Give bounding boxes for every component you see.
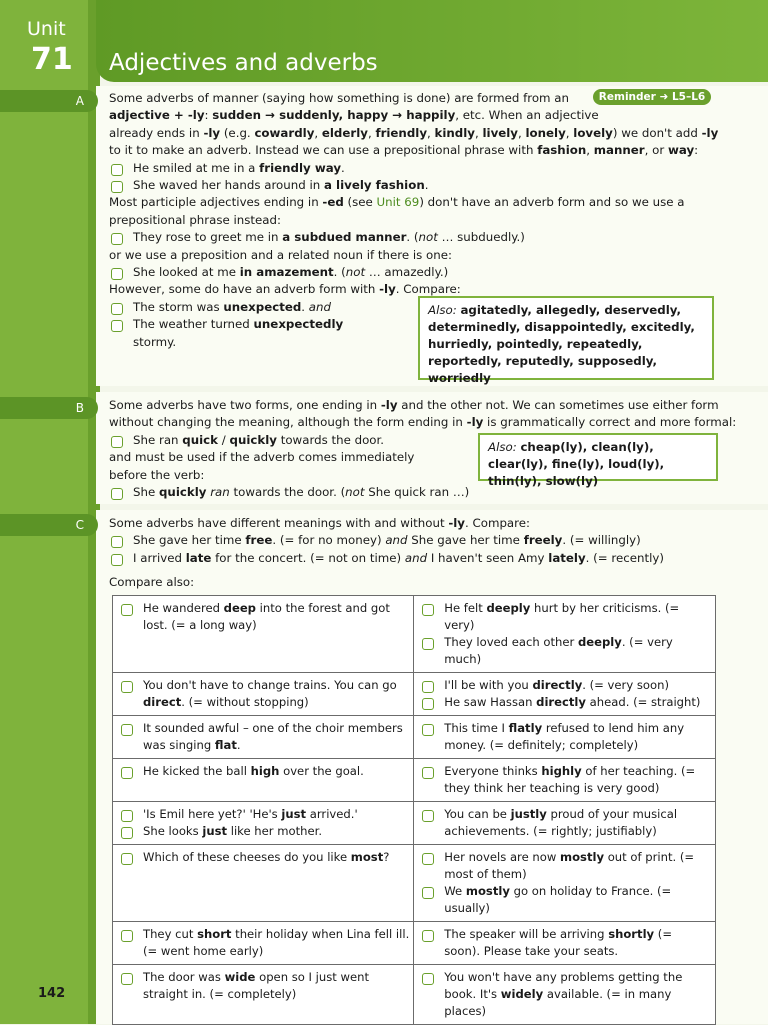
text-line: stormy. [133,334,177,349]
example-line: I arrived late for the concert. (= not on time) and I haven't seen Amy lately. (= recently) [109,550,709,567]
compare-also-label: Compare also: [109,575,195,589]
example-line: She gave her time free. (= for no money) and She gave her time freely. (= willingly) [109,532,709,549]
unit-label: Unit [27,18,66,40]
table-row: It sounded awful – one of the choir members was singing flat. This time I flatly refused to lend him any money. (= definitely; completely) [113,716,716,759]
text-line: before the verb: [109,467,205,482]
page-number: 142 [38,986,66,1001]
reminder-badge[interactable]: Reminder ➜ L5–L6 [593,89,711,105]
text-line: and must be used if the adverb comes immediately [109,450,415,465]
table-row: 'Is Emil here yet?' 'He's just arrived.' She looks just like her mother. You can be justly proud of your musical achievements. (= rightly; justifiably) [113,802,716,845]
section-tab-a: A [0,90,98,112]
example-line: She ran quick / quickly towards the door. [109,432,709,449]
text-line: Some adverbs have different meanings with and without -ly. Compare: [109,516,530,530]
text-line: Some adverbs of manner (saying how something is done) are formed from an [109,91,570,105]
text-line: or we use a preposition and a related noun if there is one: [109,247,452,262]
text-line: However, some do have an adverb form with -ly. Compare: [109,282,461,297]
table-row: You don't have to change trains. You can go direct. (= without stopping) I'll be with you directly. (= very soon) He saw Hassan directly ahead. (= straight) [113,673,716,716]
section-tab-c: C [0,514,98,536]
text-line: already ends in -ly (e.g. cowardly, elderly, friendly, kindly, lively, lonely, lovely) we don't add -ly [109,125,719,140]
table-row: He kicked the ball high over the goal. Everyone thinks highly of her teaching. (= they think her teaching is very good) [113,759,716,802]
section-c-text [109,515,709,567]
text-line: Most participle adjectives ending in -ed (see Unit 69) don't have an adverb form and so we use a [109,195,685,210]
text-line: prepositional phrase instead: [109,212,281,227]
text-line: without changing the meaning, although the form ending in -ly is grammatically correct and more formal: [109,415,737,430]
example-line: He smiled at me in a friendly way. [109,160,709,177]
page-title: Adjectives and adverbs [109,50,378,76]
example-line: They rose to greet me in a subdued manner. (not … subduedly.) [109,229,709,246]
table-row: He wandered deep into the forest and got lost. (= a long way) He felt deeply hurt by her criticisms. (= very) They loved each other deeply. (= very much) [113,596,716,673]
sidebar [0,0,98,1024]
example-line: The storm was unexpected. and [109,299,709,316]
table-row: The door was wide open so I just went straight in. (= completely) You won't have any problems getting the book. It's widely available. (= in many places) [113,965,716,1025]
text-line: adjective + -ly: sudden → suddenly, happy → happily, etc. When an adjective [109,108,599,123]
comparison-table [112,595,716,1025]
table-row: They cut short their holiday when Lina fell ill. (= went home early) The speaker will be arriving shortly (= soon). Please take your seats. [113,922,716,965]
text-line: to it to make an adverb. Instead we can use a prepositional phrase with fashion, manner, or way: [109,143,699,158]
example-line: She waved her hands around in a lively fashion. [109,177,709,194]
also-box-a: Also: agitatedly, allegedly, deservedly, determinedly, disappointedly, excitedly, hurriedly, pointedly, repeatedly, reportedly, reputedly, supposedly, worriedly [418,296,714,380]
section-tab-b: B [0,397,98,419]
example-line: She looked at me in amazement. (not … amazedly.) [109,264,709,281]
example-line: The weather turned unexpectedly [109,316,709,333]
example-line: She quickly ran towards the door. (not She quick ran …) [109,484,709,501]
also-box-b: Also: cheap(ly), clean(ly), clear(ly), fine(ly), loud(ly), thin(ly), slow(ly) [478,433,718,481]
text-line: Some adverbs have two forms, one ending in -ly and the other not. We can sometimes use either form [109,398,719,412]
table-row: Which of these cheeses do you like most? Her novels are now mostly out of print. (= most of them) We mostly go on holiday to France. (= usually) [113,845,716,922]
unit-number: 71 [31,42,73,77]
